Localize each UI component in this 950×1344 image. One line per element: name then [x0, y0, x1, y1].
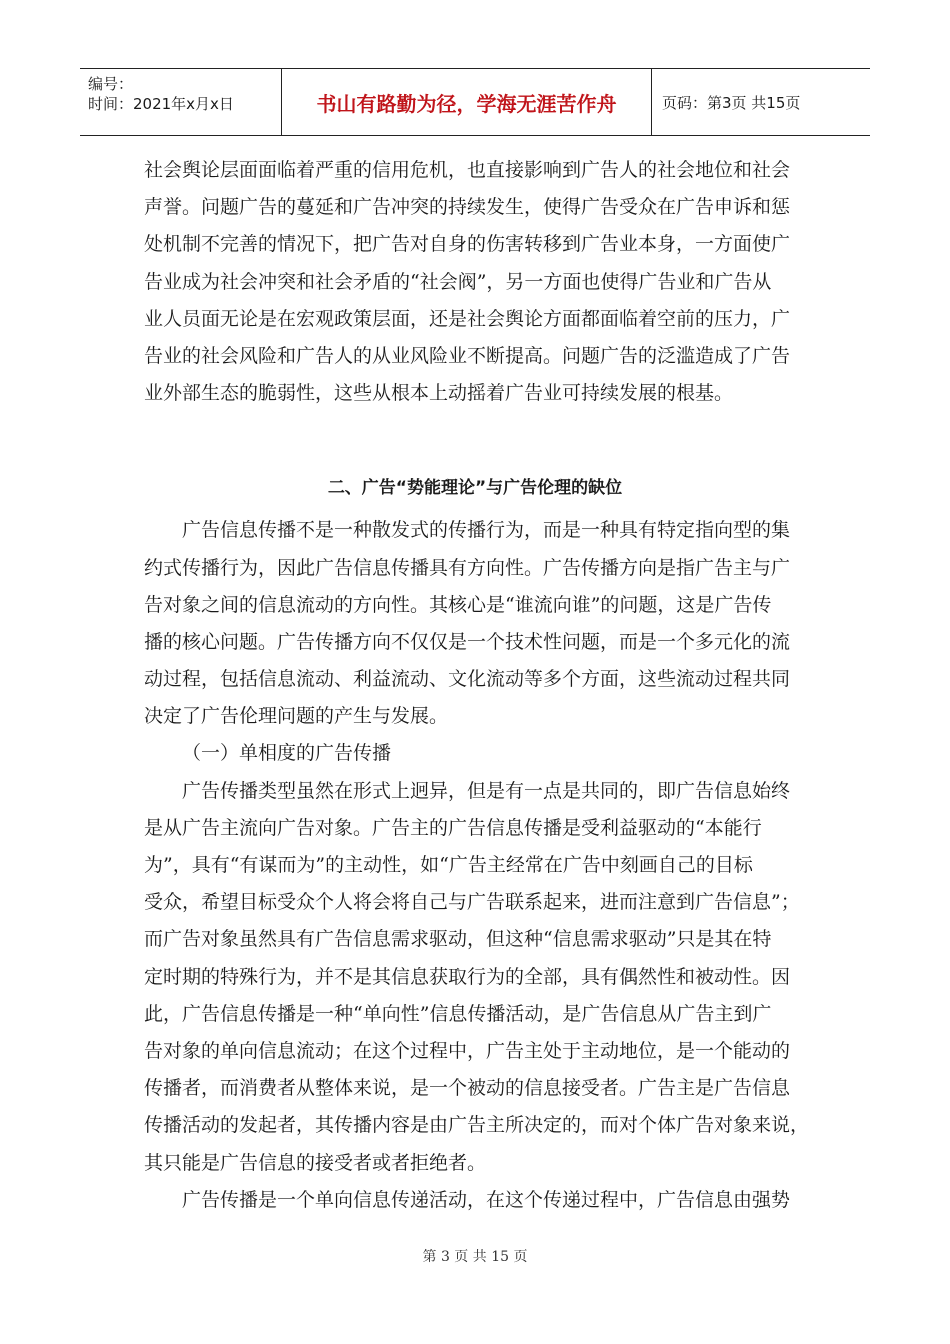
- header-page-code: 页码：第3页 共15页: [662, 93, 801, 112]
- page-footer: 第 3 页 共 15 页: [422, 1249, 528, 1265]
- document-number: 编号：: [88, 75, 134, 93]
- text-line: 其只能是广告信息的接受者或者拒绝者。: [144, 1151, 487, 1174]
- text-line: 告业成为社会冲突和社会矛盾的“社会阀”，另一方面也使得广告业和广告从: [144, 270, 772, 293]
- text-line: 广告传播类型虽然在形式上迥异，但是有一点是共同的，即广告信息始终: [182, 779, 791, 802]
- text-line: 受众，希望目标受众个人将会将自己与广告联系起来，进而注意到广告信息”；: [144, 891, 800, 914]
- text-line: 告业的社会风险和广告人的从业风险业不断提高。问题广告的泛滥造成了广告: [144, 344, 791, 367]
- paragraph-2: [144, 512, 806, 735]
- paragraph-4: [144, 1182, 806, 1219]
- text-line: 为”，具有“有谋而为”的主动性，如“广告主经常在广告中刻画自己的目标: [144, 854, 753, 876]
- text-line: 业外部生态的脆弱性，这些从根本上动摇着广告业可持续发展的根基。: [144, 382, 734, 405]
- spacer: [144, 412, 806, 468]
- page-header: [80, 68, 870, 136]
- text-line: 定时期的特殊行为，并不是其信息获取行为的全部，具有偶然性和被动性。因: [144, 965, 791, 988]
- section-heading: 二、广告“势能理论”与广告伦理的缺位: [327, 478, 623, 499]
- text-line: 约式传播行为，因此广告信息传播具有方向性。广告传播方向是指广告主与广: [144, 556, 791, 579]
- text-line: 传播者，而消费者从整体来说，是一个被动的信息接受者。广告主是广告信息: [144, 1077, 791, 1100]
- text-line: 广告信息传播不是一种散发式的传播行为，而是一种具有特定指向型的集: [182, 519, 791, 542]
- paragraph-1: [144, 152, 806, 412]
- text-line: 而广告对象虽然具有广告信息需求驱动，但这种“信息需求驱动”只是其在特: [144, 928, 772, 951]
- text-line: 动过程，包括信息流动、利益流动、文化流动等多个方面，这些流动过程共同: [144, 668, 791, 691]
- text-line: 告对象之间的信息流动的方向性。其核心是“谁流向谁”的问题，这是广告传: [144, 593, 772, 616]
- text-line: 声誉。问题广告的蔓延和广告冲突的持续发生，使得广告受众在广告申诉和惩: [144, 196, 791, 219]
- text-line: 是从广告主流向广告对象。广告主的广告信息传播是受利益驱动的“本能行: [144, 816, 762, 839]
- text-line: 处机制不完善的情况下，把广告对自身的伤害转移到广告业本身，一方面使广: [144, 233, 791, 256]
- document-body: [144, 152, 810, 1219]
- text-line: 决定了广告伦理问题的产生与发展。: [144, 705, 449, 728]
- paragraph-3: [144, 773, 810, 1182]
- text-line: 传播活动的发起者，其传播内容是由广告主所决定的，而对个体广告对象来说，: [144, 1114, 810, 1137]
- header-motto: 书山有路勤为径，学海无涯苦作舟: [282, 69, 652, 135]
- text-line: 播的核心问题。广告传播方向不仅仅是一个技术性问题，而是一个多元化的流: [144, 630, 791, 653]
- text-line: 广告传播是一个单向信息传递活动，在这个传递过程中，广告信息由强势: [182, 1188, 791, 1211]
- text-line: 社会舆论层面面临着严重的信用危机，也直接影响到广告人的社会地位和社会: [144, 159, 791, 181]
- document-date: 时间：2021年x月x日: [88, 95, 234, 113]
- text-line: 告对象的单向信息流动；在这个过程中，广告主处于主动地位，是一个能动的: [144, 1039, 791, 1062]
- subsection-heading: （一）单相度的广告传播: [182, 742, 392, 765]
- text-line: 此，广告信息传播是一种“单向性”信息传播活动，是广告信息从广告主到广: [144, 1002, 772, 1025]
- text-line: 业人员面无论是在宏观政策层面，还是社会舆论方面都面临着空前的压力，广: [144, 307, 791, 330]
- header-meta: [80, 69, 282, 135]
